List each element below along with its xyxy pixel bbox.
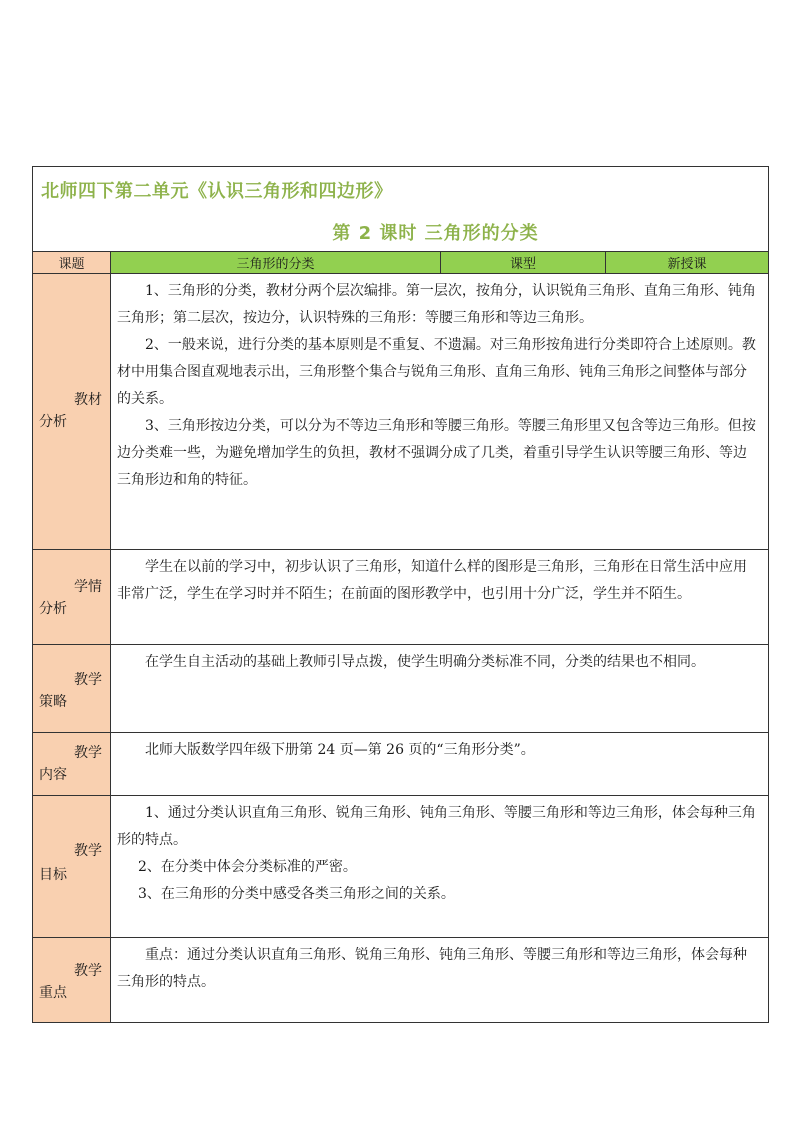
section-material-analysis — [33, 274, 768, 550]
type-label: 课型 — [441, 252, 606, 273]
lesson-title: 第 2 课时 三角形的分类 — [332, 223, 539, 244]
section-label-line1: 教材 — [74, 392, 102, 408]
lesson-plan-table — [32, 166, 769, 1023]
section-label-line1: 学情 — [74, 579, 102, 595]
paragraph: 2、在分类中体会分类标准的严密。 — [138, 859, 357, 875]
paragraph: 3、在三角形的分类中感受各类三角形之间的关系。 — [138, 886, 455, 902]
paragraph: 北师大版数学四年级下册第 24 页—第 26 页的“三角形分类”。 — [145, 742, 535, 758]
section-label — [33, 645, 111, 732]
topic-value: 三角形的分类 — [111, 252, 441, 273]
section-label — [33, 550, 111, 644]
section-teaching-focus — [33, 938, 768, 1022]
paragraph: 1、三角形的分类，教材分两个层次编排。第一层次，按角分，认识锐角三角形、直角三角形、钝角三角形；第二层次，按边分，认识特殊的三角形：等腰三角形和等边三角形。 — [117, 283, 756, 326]
section-teaching-goals — [33, 796, 768, 938]
document-title: 北师四下第二单元《认识三角形和四边形》 — [41, 181, 393, 202]
section-content — [111, 733, 768, 795]
section-content — [111, 274, 768, 549]
section-label — [33, 274, 111, 549]
section-label — [33, 733, 111, 795]
section-label-line1: 教学 — [74, 843, 102, 859]
section-content — [111, 796, 768, 937]
section-teaching-strategy — [33, 645, 768, 733]
type-value: 新授课 — [606, 252, 768, 273]
paragraph: 1、通过分类认识直角三角形、锐角三角形、钝角三角形、等腰三角形和等边三角形，体会每种三角形的特点。 — [117, 805, 756, 848]
section-label-line1: 教学 — [74, 745, 102, 761]
section-label-line2: 目标 — [39, 867, 67, 883]
section-content — [111, 938, 768, 1022]
section-label — [33, 796, 111, 937]
section-label-line1: 教学 — [74, 963, 102, 979]
paragraph: 学生在以前的学习中，初步认识了三角形，知道什么样的图形是三角形，三角形在日常生活中应用非常广泛，学生在学习时并不陌生；在前面的图形教学中，也引用十分广泛，学生并不陌生。 — [117, 559, 747, 602]
section-student-analysis — [33, 550, 768, 645]
header-row — [33, 252, 768, 274]
section-label-line2: 分析 — [39, 601, 67, 617]
section-label-line2: 内容 — [39, 767, 67, 783]
section-label-line2: 分析 — [39, 414, 67, 430]
section-content — [111, 645, 768, 732]
section-label — [33, 938, 111, 1022]
section-label-line2: 重点 — [39, 985, 67, 1001]
paragraph: 重点：通过分类认识直角三角形、锐角三角形、钝角三角形、等腰三角形和等边三角形，体会每种三角形的特点。 — [117, 947, 747, 990]
section-label-line1: 教学 — [74, 672, 102, 688]
section-content — [111, 550, 768, 644]
section-teaching-content — [33, 733, 768, 796]
paragraph: 2、一般来说，进行分类的基本原则是不重复、不遗漏。对三角形按角进行分类即符合上述原则。教材中用集合图直观地表示出，三角形整个集合与锐角三角形、直角三角形、钝角三角形之间整体与部分的关系。 — [117, 337, 756, 407]
paragraph: 在学生自主活动的基础上教师引导点拨，使学生明确分类标准不同，分类的结果也不相同。 — [145, 654, 705, 670]
topic-label: 课题 — [33, 252, 111, 273]
section-label-line2: 策略 — [39, 694, 67, 710]
title-block — [33, 167, 768, 252]
paragraph: 3、三角形按边分类，可以分为不等边三角形和等腰三角形。等腰三角形里又包含等边三角形。但按边分类难一些，为避免增加学生的负担，教材不强调分成了几类，着重引导学生认识等腰三角形、等边三角形边和角的特征。 — [117, 418, 756, 488]
